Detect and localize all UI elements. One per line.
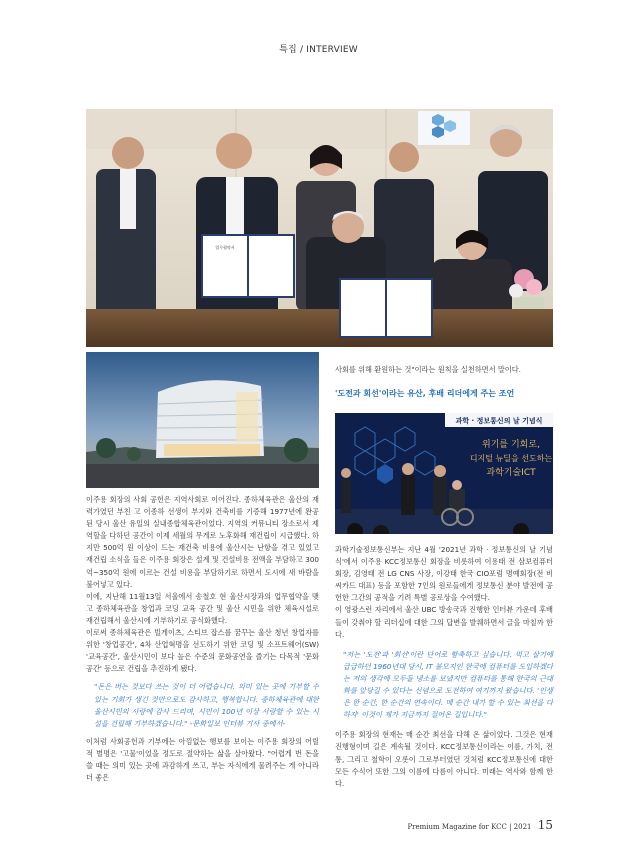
certificate-title: 업무협약서 [215, 245, 235, 250]
section-heading: '도전과 회선'이라는 유산, 후배 리더에게 주는 조언 [335, 389, 515, 399]
screen-text-2: 디지털 뉴딜을 선도하는 [469, 454, 553, 463]
paragraph: 이 영광스런 자리에서 울산 UBC 방송국과 진행한 인터뷰 가운데 후배들이 갖춰야 할 리더십에 대한 그의 답변을 발췌하면서 글을 마칠까 한다. [335, 605, 553, 639]
left-column [86, 494, 319, 784]
award-ceremony-art [335, 413, 553, 534]
pull-quote: "돈은 버는 것보다 쓰는 것이 더 어렵습니다. 의미 있는 곳에 기부할 수 있는 기회가 생긴 것만으로도 감사하고, 행복합니다. 종하체육관에 대한 울산시민의 사랑에 감사 드리며, 시민이 100년 이상 사랑할 수 있는 시설을 건립해 기부하겠습니다." -문화일보 인터뷰 기사 중에서- [94, 682, 319, 728]
screen-text-3: 과학기술ICT [486, 468, 536, 478]
pull-quote: "저는 '도전'과 '회선'이란 단어로 함축하고 싶습니다. 먹고 살기에 급급하던 1960년대 당시, IT 불모지인 한국에 컴퓨터를 도입하겠다는 저의 생각에 모두들 냉소를 보냈지만 컴퓨터를 통해 한국의 근대화를 앞당길 수 있다는 신념으로 도전하여 여기까지 왔습니다. '인생은 한 순간, 한 순간의 연속이다. 매 순간 내가 할 수 있는 최선을 다하자' 이것이 제가 지금까지 걸어온 길입니다." [343, 649, 554, 720]
paragraph: 사회를 위해 환원하는 것"이라는 원칙을 실천하면서 말이다. [335, 365, 521, 374]
page-number: 15 [537, 818, 553, 832]
magazine-name: Premium Magazine for KCC [407, 823, 507, 831]
screen-text-1: 위기를 기회로, [482, 440, 540, 450]
award-ceremony-photo [335, 413, 553, 534]
right-column [335, 544, 553, 790]
group-signing-photo-art [86, 109, 553, 347]
paragraph: 이주용 회장의 사회 공헌은 지역사회로 이어진다. 종하체육관은 울산의 재력가였던 부친 고 이종하 선생이 부지와 건축비를 기증해 1977년에 완공된 당시 울산 유일의 실내종합체육관이었다. 지역의 커뮤니티 장소로서 제 역할을 다하던 공간이 이제 세월의 무게로 노후화해 재건립이 시급했다. 하지만 500억 원 이상이 드는 재건축 비용에 울산시는 난항을 겪고 있었고 재건립 소식을 들은 이주용 회장은 설계 및 건설비용 전액을 부담하고 300억~350억 원에 이르는 건설 비용을 부담하기로 하면서 도시에 새 바람을 불어넣고 있다. [86, 495, 319, 589]
paragraph: 이주용 회장의 현재는 매 순간 최선을 다해 온 삶이었다. 그것은 현재진행형이며 길은 계속될 것이다. KCC정보통신이라는 이름, 가치, 전통, 그리고 철학이 오롯이 그로부터였던 것처럼 KCC정보통신에 대한 모든 수식어 또한 그의 이름에 다름이 아니다. 미래는 역사와 함께 한다. [335, 730, 553, 788]
building-rendering-art [86, 352, 319, 488]
paragraph: 이처럼 사회공헌과 기부에는 아낌없는 행보를 보이는 이주용 회장의 어릴 적 별명은 '고물'이었을 정도로 절약하는 삶을 살아왔다. "어렵게 번 돈을 쓸 때는 의미 있는 곳에 과감하게 쓰고, 부는 자식에게 물려주는 게 아니라 더 좋은 [86, 736, 319, 783]
paragraph: 이로써 종하체육관은 빌게이츠, 스티브 잡스를 꿈꾸는 울산 청년 창업자를 위한 '창업공간', 4차 산업혁명을 선도하기 위한 코딩 및 소프트웨어(SW) '교육공간', 울산시민이 보다 높은 수준의 문화공연을 즐기는 다목적 '문화공간' 등으로 건립을 추진하게 됐다. [86, 628, 319, 674]
section-tag: 특집 / INTERVIEW [279, 45, 358, 55]
page-footer [407, 818, 553, 832]
right-column-top [335, 364, 553, 406]
footer-year: 2021 [513, 823, 532, 831]
paragraph: 이에, 지난해 11월13일 서울에서 송철호 현 울산시장과의 업무협약을 맺고 종하체육관을 창업과 코딩 교육 공간 및 울산 시민을 위한 체육시설로 재건립해서 울산시에 기부하기로 공식화했다. [86, 591, 319, 625]
paragraph: 과학기술정보통신부는 지난 4월 '2021년 과학 · 정보통신의 날 기념식'에서 이주용 KCC정보통신 회장을 비롯하여 이용태 전 삼보컴퓨터 회장, 김영태 전 LG CNS 사장, 이강태 한국 CIO포럼 명예회장(전 비씨카드 대표) 등을 포함한 7인의 원로들에게 정보통신 분야 발전에 공헌한 그간의 공적을 기려 특별 공로상을 수여했다. [335, 545, 553, 603]
ceremony-banner-text: 과학 · 정보통신의 날 기념식 [455, 417, 543, 425]
group-signing-photo [86, 109, 553, 347]
footer-separator: | [509, 823, 514, 831]
building-rendering-photo [86, 352, 319, 488]
